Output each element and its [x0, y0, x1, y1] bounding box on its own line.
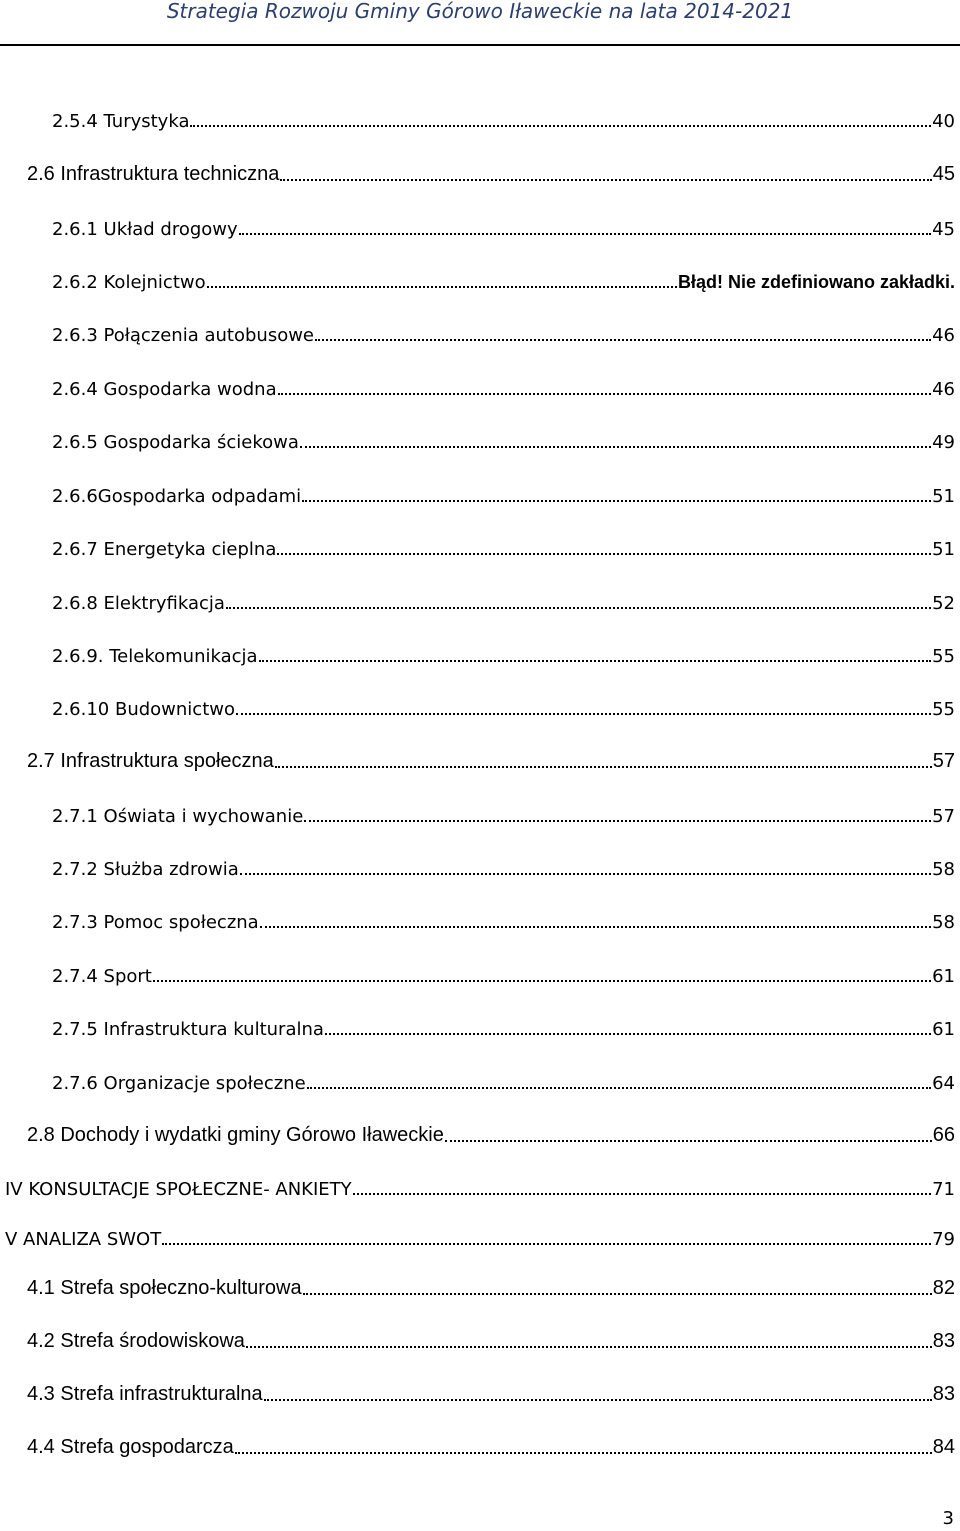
toc-entry-page: 79: [932, 1229, 955, 1250]
dot-leader: [226, 607, 931, 609]
toc-entry-title: 2.6.2 Kolejnictwo: [52, 272, 206, 293]
toc-entry-title: 2.7.3 Pomoc społeczna: [52, 912, 259, 933]
toc-entry-page: 83: [932, 1383, 955, 1405]
dot-leader: [302, 500, 931, 502]
dot-leader: [240, 873, 931, 875]
toc-entry-page: 61: [932, 1019, 955, 1040]
dot-leader: [315, 339, 931, 341]
toc-entry-page: 83: [932, 1330, 955, 1352]
toc-entry[interactable]: [27, 1378, 955, 1406]
toc-entry-page: 45: [932, 219, 955, 240]
toc-entry-title: 2.6.3 Połączenia autobusowe: [52, 325, 315, 346]
dot-leader: [278, 393, 931, 395]
toc-entry-page: 40: [932, 111, 955, 132]
toc-entry-title: 2.5.4 Turystyka: [52, 111, 190, 132]
toc-entry[interactable]: [52, 425, 955, 453]
toc-entry-title: 2.6.4 Gospodarka wodna: [52, 379, 277, 400]
toc-entry[interactable]: [52, 532, 955, 560]
toc-entry-page: 66: [932, 1124, 955, 1146]
toc-entry-title: V ANALIZA SWOT: [5, 1229, 162, 1250]
toc-entry-title: 2.6.6Gospodarka odpadami: [52, 486, 302, 507]
toc-entry-page: 55: [932, 646, 955, 667]
toc-entry[interactable]: [52, 799, 955, 827]
toc-entry[interactable]: [52, 318, 955, 346]
toc-entry[interactable]: [52, 959, 955, 987]
toc-entry-title: 4.4 Strefa gospodarcza: [27, 1436, 234, 1458]
document-title: Strategia Rozwoju Gminy Górowo Iławeckie na lata 2014-2021: [166, 0, 794, 23]
toc-entry-title: 2.6.5 Gospodarka ściekowa: [52, 432, 299, 453]
dot-leader: [307, 1087, 931, 1089]
dot-leader: [246, 1346, 932, 1348]
toc-entry-title: 2.7.5 Infrastruktura kulturalna: [52, 1019, 324, 1040]
toc-entry[interactable]: [52, 104, 955, 132]
toc-entry[interactable]: [52, 212, 955, 240]
toc-entry-page: 51: [932, 539, 955, 560]
dot-leader: [162, 1243, 931, 1245]
toc-entry-error: Błąd! Nie zdefiniowano zakładki.: [677, 272, 955, 292]
dot-leader: [325, 1033, 931, 1035]
toc-entry-title: 2.8 Dochody i wydatki gminy Górowo Iławeckie: [27, 1124, 444, 1146]
toc-entry[interactable]: [52, 586, 955, 614]
toc-entry[interactable]: [27, 1325, 955, 1353]
dot-leader: [236, 713, 931, 715]
toc-entry-title: 2.7.4 Sport: [52, 966, 152, 987]
dot-leader: [153, 980, 931, 982]
dot-leader: [275, 766, 932, 768]
dot-leader: [280, 179, 931, 181]
dot-leader: [235, 1452, 932, 1454]
toc-entry[interactable]: [52, 639, 955, 667]
toc-entry[interactable]: [52, 479, 955, 507]
toc-entry-title: 2.7.1 Oświata i wychowanie: [52, 806, 304, 827]
toc-entry-page: 71: [932, 1179, 955, 1200]
toc-entry-page: 57: [932, 806, 955, 827]
toc-entry[interactable]: [27, 1119, 955, 1147]
toc-entry[interactable]: [5, 1222, 955, 1250]
toc-entry-page: 46: [932, 325, 955, 346]
toc-entry[interactable]: [27, 158, 955, 186]
toc-entry-page: 61: [932, 966, 955, 987]
dot-leader: [304, 820, 931, 822]
toc-entry-title: 4.1 Strefa społeczno-kulturowa: [27, 1277, 302, 1299]
toc-entry-title: 2.6.9. Telekomunikacja: [52, 646, 258, 667]
toc-entry[interactable]: [52, 852, 955, 880]
toc-entry-title: 2.6.1 Układ drogowy: [52, 219, 238, 240]
toc-entry-page: 45: [932, 163, 955, 185]
dot-leader: [303, 1293, 932, 1295]
toc-entry-page: 46: [932, 379, 955, 400]
dot-leader: [445, 1140, 932, 1142]
toc-entry-page: 55: [932, 699, 955, 720]
toc-entry-title: 2.6.10 Budownictwo: [52, 699, 235, 720]
dot-leader: [190, 125, 931, 127]
toc-entry-page: 58: [932, 912, 955, 933]
toc-entry[interactable]: [5, 1172, 955, 1200]
toc-entry-title: 2.6.7 Energetyka cieplna: [52, 539, 277, 560]
toc-entry[interactable]: [52, 1066, 955, 1094]
toc-entry-page: 64: [932, 1073, 955, 1094]
toc-entry-page: 82: [932, 1277, 955, 1299]
toc-entry[interactable]: [52, 265, 955, 293]
toc-entry[interactable]: [52, 905, 955, 933]
dot-leader: [264, 1399, 932, 1401]
toc-entry[interactable]: [27, 1272, 955, 1300]
dot-leader: [207, 286, 677, 288]
toc-entry-title: 4.3 Strefa infrastrukturalna: [27, 1383, 263, 1405]
toc-entry-page: 57: [932, 750, 955, 772]
dot-leader: [259, 660, 932, 662]
toc-entry-title: 4.2 Strefa środowiskowa: [27, 1330, 245, 1352]
page-number: 3: [942, 1508, 954, 1529]
toc-entry[interactable]: [52, 1012, 955, 1040]
toc-entry-title: 2.6.8 Elektryfikacja: [52, 593, 225, 614]
toc-entry-title: 2.7.2 Służba zdrowia: [52, 859, 239, 880]
toc-entry-page: 84: [932, 1436, 955, 1458]
toc-entry-title: 2.7.6 Organizacje społeczne: [52, 1073, 306, 1094]
toc-entry[interactable]: [52, 372, 955, 400]
toc-entry-page: 49: [932, 432, 955, 453]
dot-leader: [239, 233, 931, 235]
dot-leader: [300, 446, 931, 448]
toc-entry-title: 2.6 Infrastruktura techniczna: [27, 163, 280, 185]
toc-entry[interactable]: [52, 692, 955, 720]
toc-entry-page: 58: [932, 859, 955, 880]
toc-entry-title: 2.7 Infrastruktura społeczna: [27, 750, 274, 772]
dot-leader: [277, 553, 931, 555]
toc-entry[interactable]: [27, 1431, 955, 1459]
toc-entry-page: 51: [932, 486, 955, 507]
toc-entry-title: IV KONSULTACJE SPOŁECZNE- ANKIETY: [5, 1179, 352, 1200]
toc-entry-page: 52: [932, 593, 955, 614]
toc-entry[interactable]: [27, 745, 955, 773]
dot-leader: [353, 1193, 931, 1195]
dot-leader: [260, 926, 931, 928]
